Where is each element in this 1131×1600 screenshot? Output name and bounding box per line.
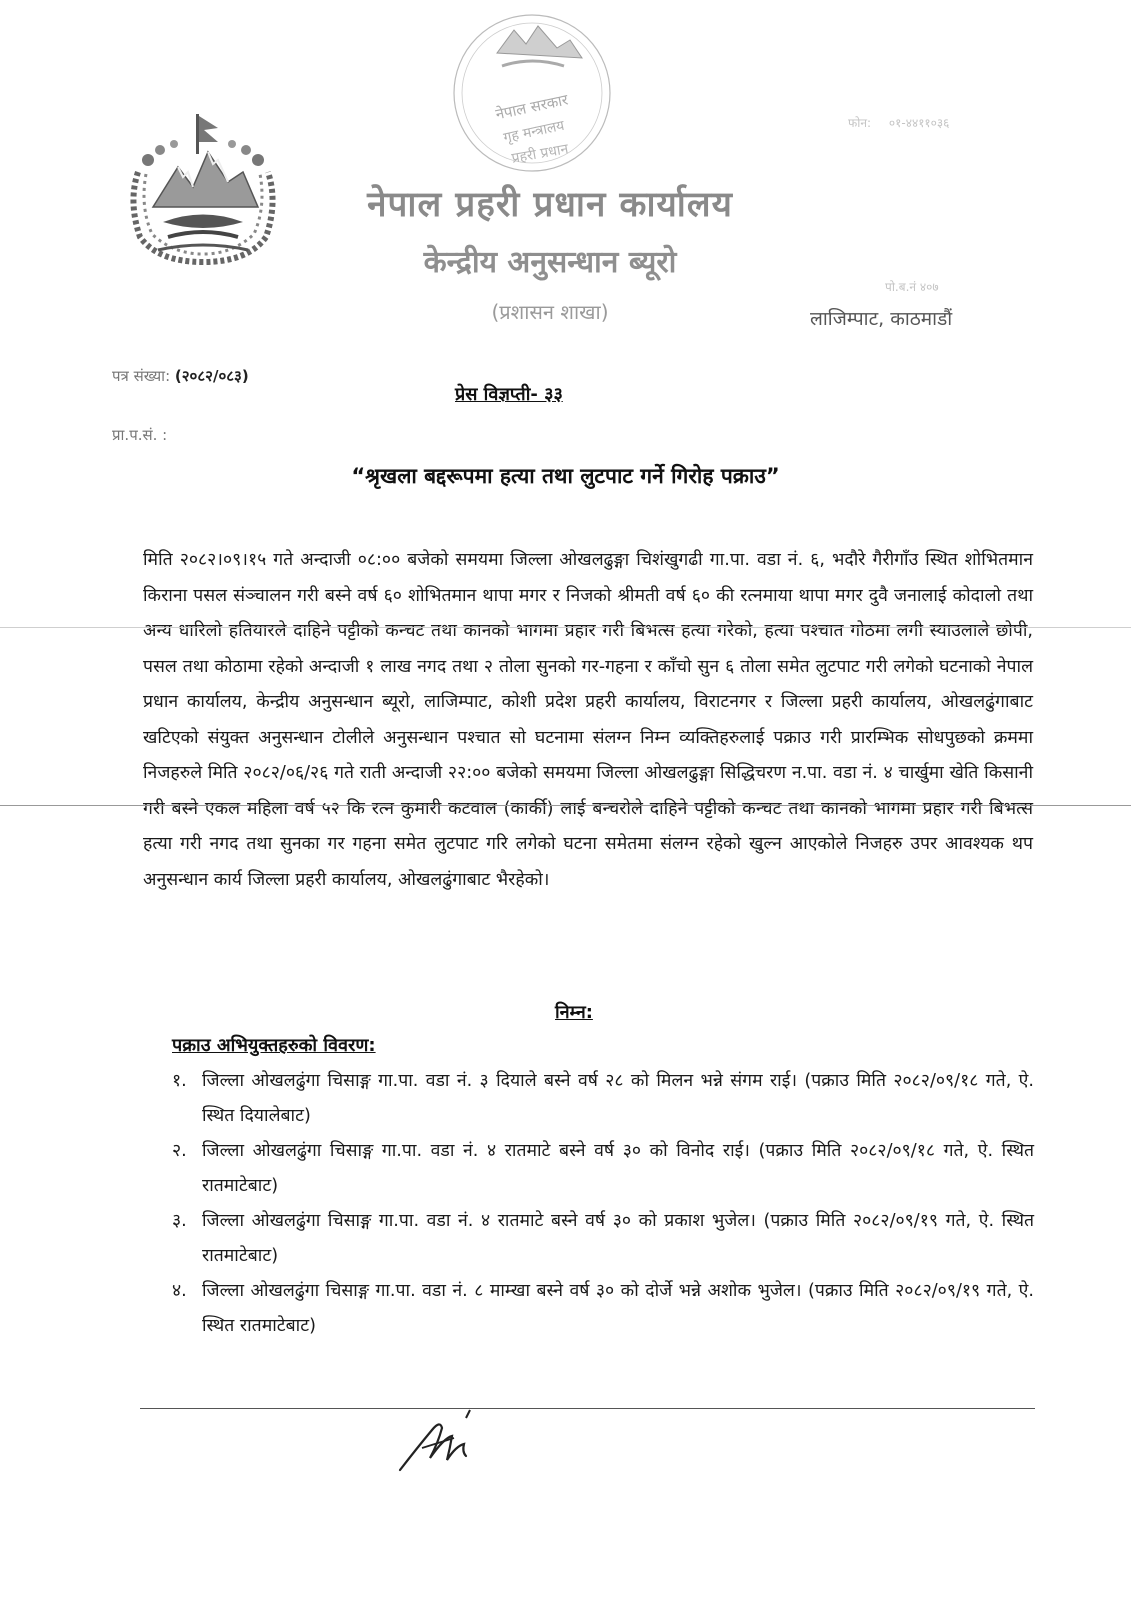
list-item-text: जिल्ला ओखलढुंगा चिसाङ्ग गा.पा. वडा नं. ३ दियाले बस्ने वर्ष २८ को मिलन भन्ने संगम राई। (पक्राउ मिति २०८२/०९/१८ गते, ऐ. स्थित दियालेबाट) [202,1071,1034,1126]
list-item-text: जिल्ला ओखलढुंगा चिसाङ्ग गा.पा. वडा नं. ८ माम्खा बस्ने वर्ष ३० को दोर्जे भन्ने अशोक भुजेल। (पक्राउ मिति २०८२/०९/१९ गते, ऐ. स्थित रातमाटेबाट) [202,1281,1034,1336]
list-heading: निम्न: [555,1002,593,1023]
list-item [172,1134,1034,1204]
nepal-government-emblem [118,112,288,272]
office-seal [442,8,622,178]
accused-heading: पक्राउ अभियुक्तहरुको विवरण: [172,1035,376,1056]
letterhead-bureau-name: केन्द्रीय अनुसन्धान ब्यूरो [423,245,677,280]
letter-number-label: पत्र संख्या: [112,367,171,385]
list-item-text: जिल्ला ओखलढुंगा चिसाङ्ग गा.पा. वडा नं. ४ रातमाटे बस्ने वर्ष ३० को प्रकाश भुजेल। (पक्राउ मिति २०८२/०९/१९ गते, ऐ. स्थित रातमाटेबाट) [202,1211,1034,1266]
list-item [172,1204,1034,1274]
phone-label: फोन: [848,116,872,130]
list-item-text: जिल्ला ओखलढुंगा चिसाङ्ग गा.पा. वडा नं. ४ रातमाटे बस्ने वर्ष ३० को विनोद राई। (पक्राउ मिति २०८२/०९/१८ गते, ऐ. स्थित रातमाटेबाट) [202,1141,1034,1196]
letterhead-branch: (प्रशासन शाखा) [491,300,609,324]
press-release-number: प्रेस विज्ञप्ती- ३३ [455,384,563,405]
letter-number [112,366,249,386]
letterhead-address: लाजिम्पाट, काठमाडौं [810,308,953,330]
list-item [172,1064,1034,1134]
body-paragraph: मिति २०८२।०९।१५ गते अन्दाजी ०८:०० बजेको समयमा जिल्ला ओखलढुङ्गा चिशंखुगढी गा.पा. वडा नं. ६, भदौरे गैरीगाँउ स्थित शोभितमान किराना पसल संञ्चालन गरी बस्ने वर्ष ६० शोभितमान थापा मगर र निजको श्रीमती वर्ष ६० की रत्नमाया थापा मगर दुवै जनालाई कोदालो तथा अन्य धारिलो हतियारले दाहिने पट्टीको कन्चट तथा कानको भागमा प्रहार गरी बिभत्स हत्या गरेको, हत्या पश्चात गोठमा लगी स्याउलाले छोपी, पसल तथा कोठामा रहेको अन्दाजी १ लाख नगद तथा २ तोला सुनको गर-गहना र काँचो सुन ६ तोला समेत लुटपाट गरी लगेको घटनाको नेपाल प्रधान कार्यालय, केन्द्रीय अनुसन्धान ब्यूरो, लाजिम्पाट, कोशी प्रदेश प्रहरी कार्यालय, विराटनगर र जिल्ला प्रहरी कार्यालय, ओखलढुंगाबाट खटिएको संयुक्त अनुसन्धान टोलीले अनुसन्धान पश्चात सो घटनामा संलग्न निम्न व्यक्तिहरुलाई पक्राउ गरी प्रारम्भिक सोधपुछको क्रममा निजहरुले मिति २०८२/०६/२६ गते राती अन्दाजी २२:०० बजेको समयमा जिल्ला ओखलढुङ्गा सिद्धिचरण न.पा. वडा नं. ४ चार्खुमा खेति किसानी गरी बस्ने एकल महिला वर्ष ५२ कि रत्न कुमारी कटवाल (कार्की) लाई बन्चरोले दाहिने पट्टीको कन्चट तथा कानको भागमा प्रहार गरी बिभत्स हत्या गरी नगद तथा सुनका गर गहना समेत लुटपाट गरि लगेको घटना समेतमा संलग्न रहेको खुल्न आएकोले निजहरु उपर आवश्यक थप अनुसन्धान कार्य जिल्ला प्रहरी कार्यालय, ओखलढुंगाबाट भैरहेको। [143,550,1033,890]
list-item-number: १. [172,1071,187,1091]
signature-separator [140,1408,1035,1409]
svg-text:प्रहरी प्रधान: प्रहरी प्रधान [510,141,570,167]
list-item-number: २. [172,1141,187,1161]
accused-list [172,1064,1034,1344]
handwritten-signature [392,1408,492,1478]
scan-artifact-line [0,627,1131,628]
list-item [172,1274,1034,1344]
prapasa-label: प्रा.प.सं. : [112,426,168,444]
letter-number-value: (२०८२/०८३) [174,367,249,385]
svg-text:नेपाल सरकार: नेपाल सरकार [493,90,570,124]
scan-artifact-line [0,805,1131,806]
svg-text:गृह मन्त्रालय: गृह मन्त्रालय [502,117,566,147]
list-item-number: ४. [172,1281,187,1301]
list-item-number: ३. [172,1211,187,1231]
phone-value: ०१-४४११०३६ [888,116,950,130]
letterhead-office-name: नेपाल प्रहरी प्रधान कार्यालय [367,185,733,225]
headline: “श्रृखला बद्दरूपमा हत्या तथा लुटपाट गर्ने गिरोह पक्राउ” [351,464,780,488]
letterhead-po-box: पो.ब.नं ४०७ [885,280,939,294]
letterhead-phone [848,114,949,131]
